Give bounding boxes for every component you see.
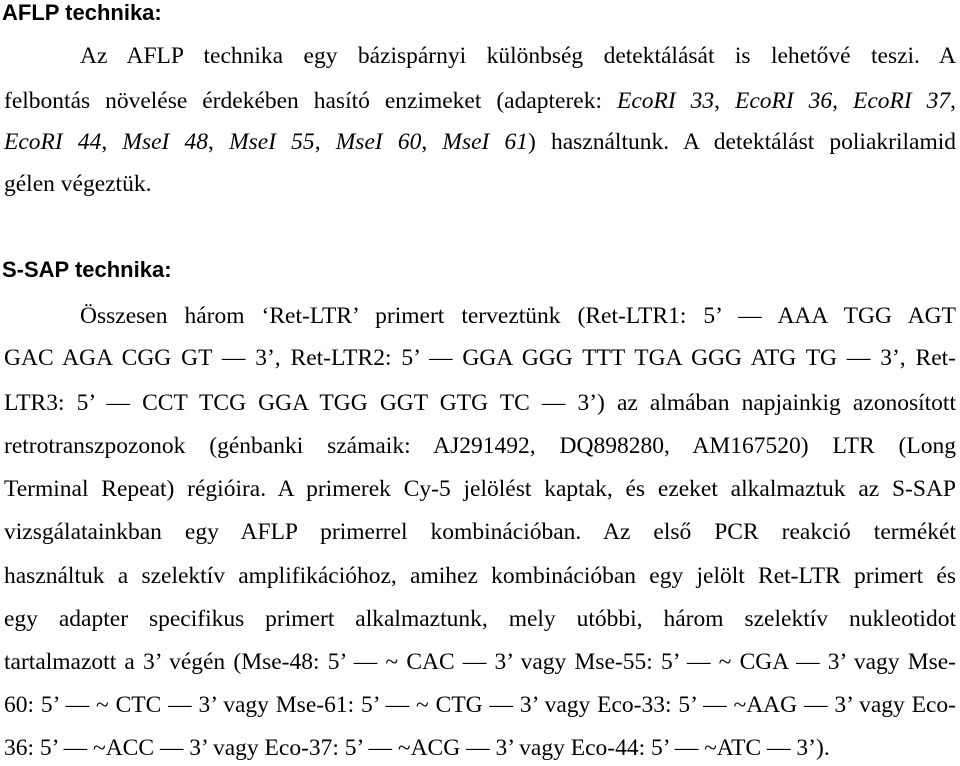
aflp-line-4: gélen végeztük. [4,171,152,197]
ssap-line-10: 60: 5’ — ~ CTC — 3’ vagy Mse-61: 5’ — ~ CTG — 3’ vagy Eco-33: 5’ — ~AAG — 3’ vagy Eco- [4,692,956,718]
ssap-line-5: Terminal Repeat) régióira. A primerek Cy-5 jelölést kaptak, és ezeket alkalmaztuk az S-SAP [4,476,956,502]
ssap-line-8: egy adapter specifikus primert alkalmaztunk, mely utóbbi, három szelektív nukleotidot [4,606,956,632]
ssap-heading: S-SAP technika: [2,257,172,282]
aflp-line-2: felbontás növelése érdekében hasító enzimeket (adapterek: EcoRI 33, EcoRI 36, EcoRI 37, [4,88,957,114]
aflp-line-1: Az AFLP technika egy bázispárnyi különbség detektálását is lehetővé teszi. A [80,43,956,69]
aflp-heading: AFLP technika: [2,0,162,25]
ssap-line-11: 36: 5’ — ~ACC — 3’ vagy Eco-37: 5’ — ~ACG — 3’ vagy Eco-44: 5’ — ~ATC — 3’). [4,735,830,761]
aflp-line-3: EcoRI 44, MseI 48, MseI 55, MseI 60, MseI 61) használtunk. A detektálást poliakrilamid [4,129,957,155]
ssap-line-3: LTR3: 5’ — CCT TCG GGA TGG GGT GTG TC — 3’) az almában napjainkig azonosított [4,390,956,416]
ssap-line-1: Összesen három ‘Ret-LTR’ primert terveztünk (Ret-LTR1: 5’ — AAA TGG AGT [80,303,956,329]
ssap-line-4: retrotranszpozonok (génbanki számaik: AJ291492, DQ898280, AM167520) LTR (Long [4,433,956,459]
ssap-line-9: tartalmazott a 3’ végén (Mse-48: 5’ — ~ CAC — 3’ vagy Mse-55: 5’ — ~ CGA — 3’ vagy Mse- [4,649,956,675]
ssap-line-2: GAC AGA CGG GT — 3’, Ret-LTR2: 5’ — GGA GGG TTT TGA GGG ATG TG — 3’, Ret- [4,345,956,371]
ssap-line-6: vizsgálatainkban egy AFLP primerrel kombinációban. Az első PCR reakció termékét [4,519,956,545]
ssap-line-7: használtuk a szelektív amplifikációhoz, amihez kombinációban egy jelölt Ret-LTR primert és [4,563,956,589]
